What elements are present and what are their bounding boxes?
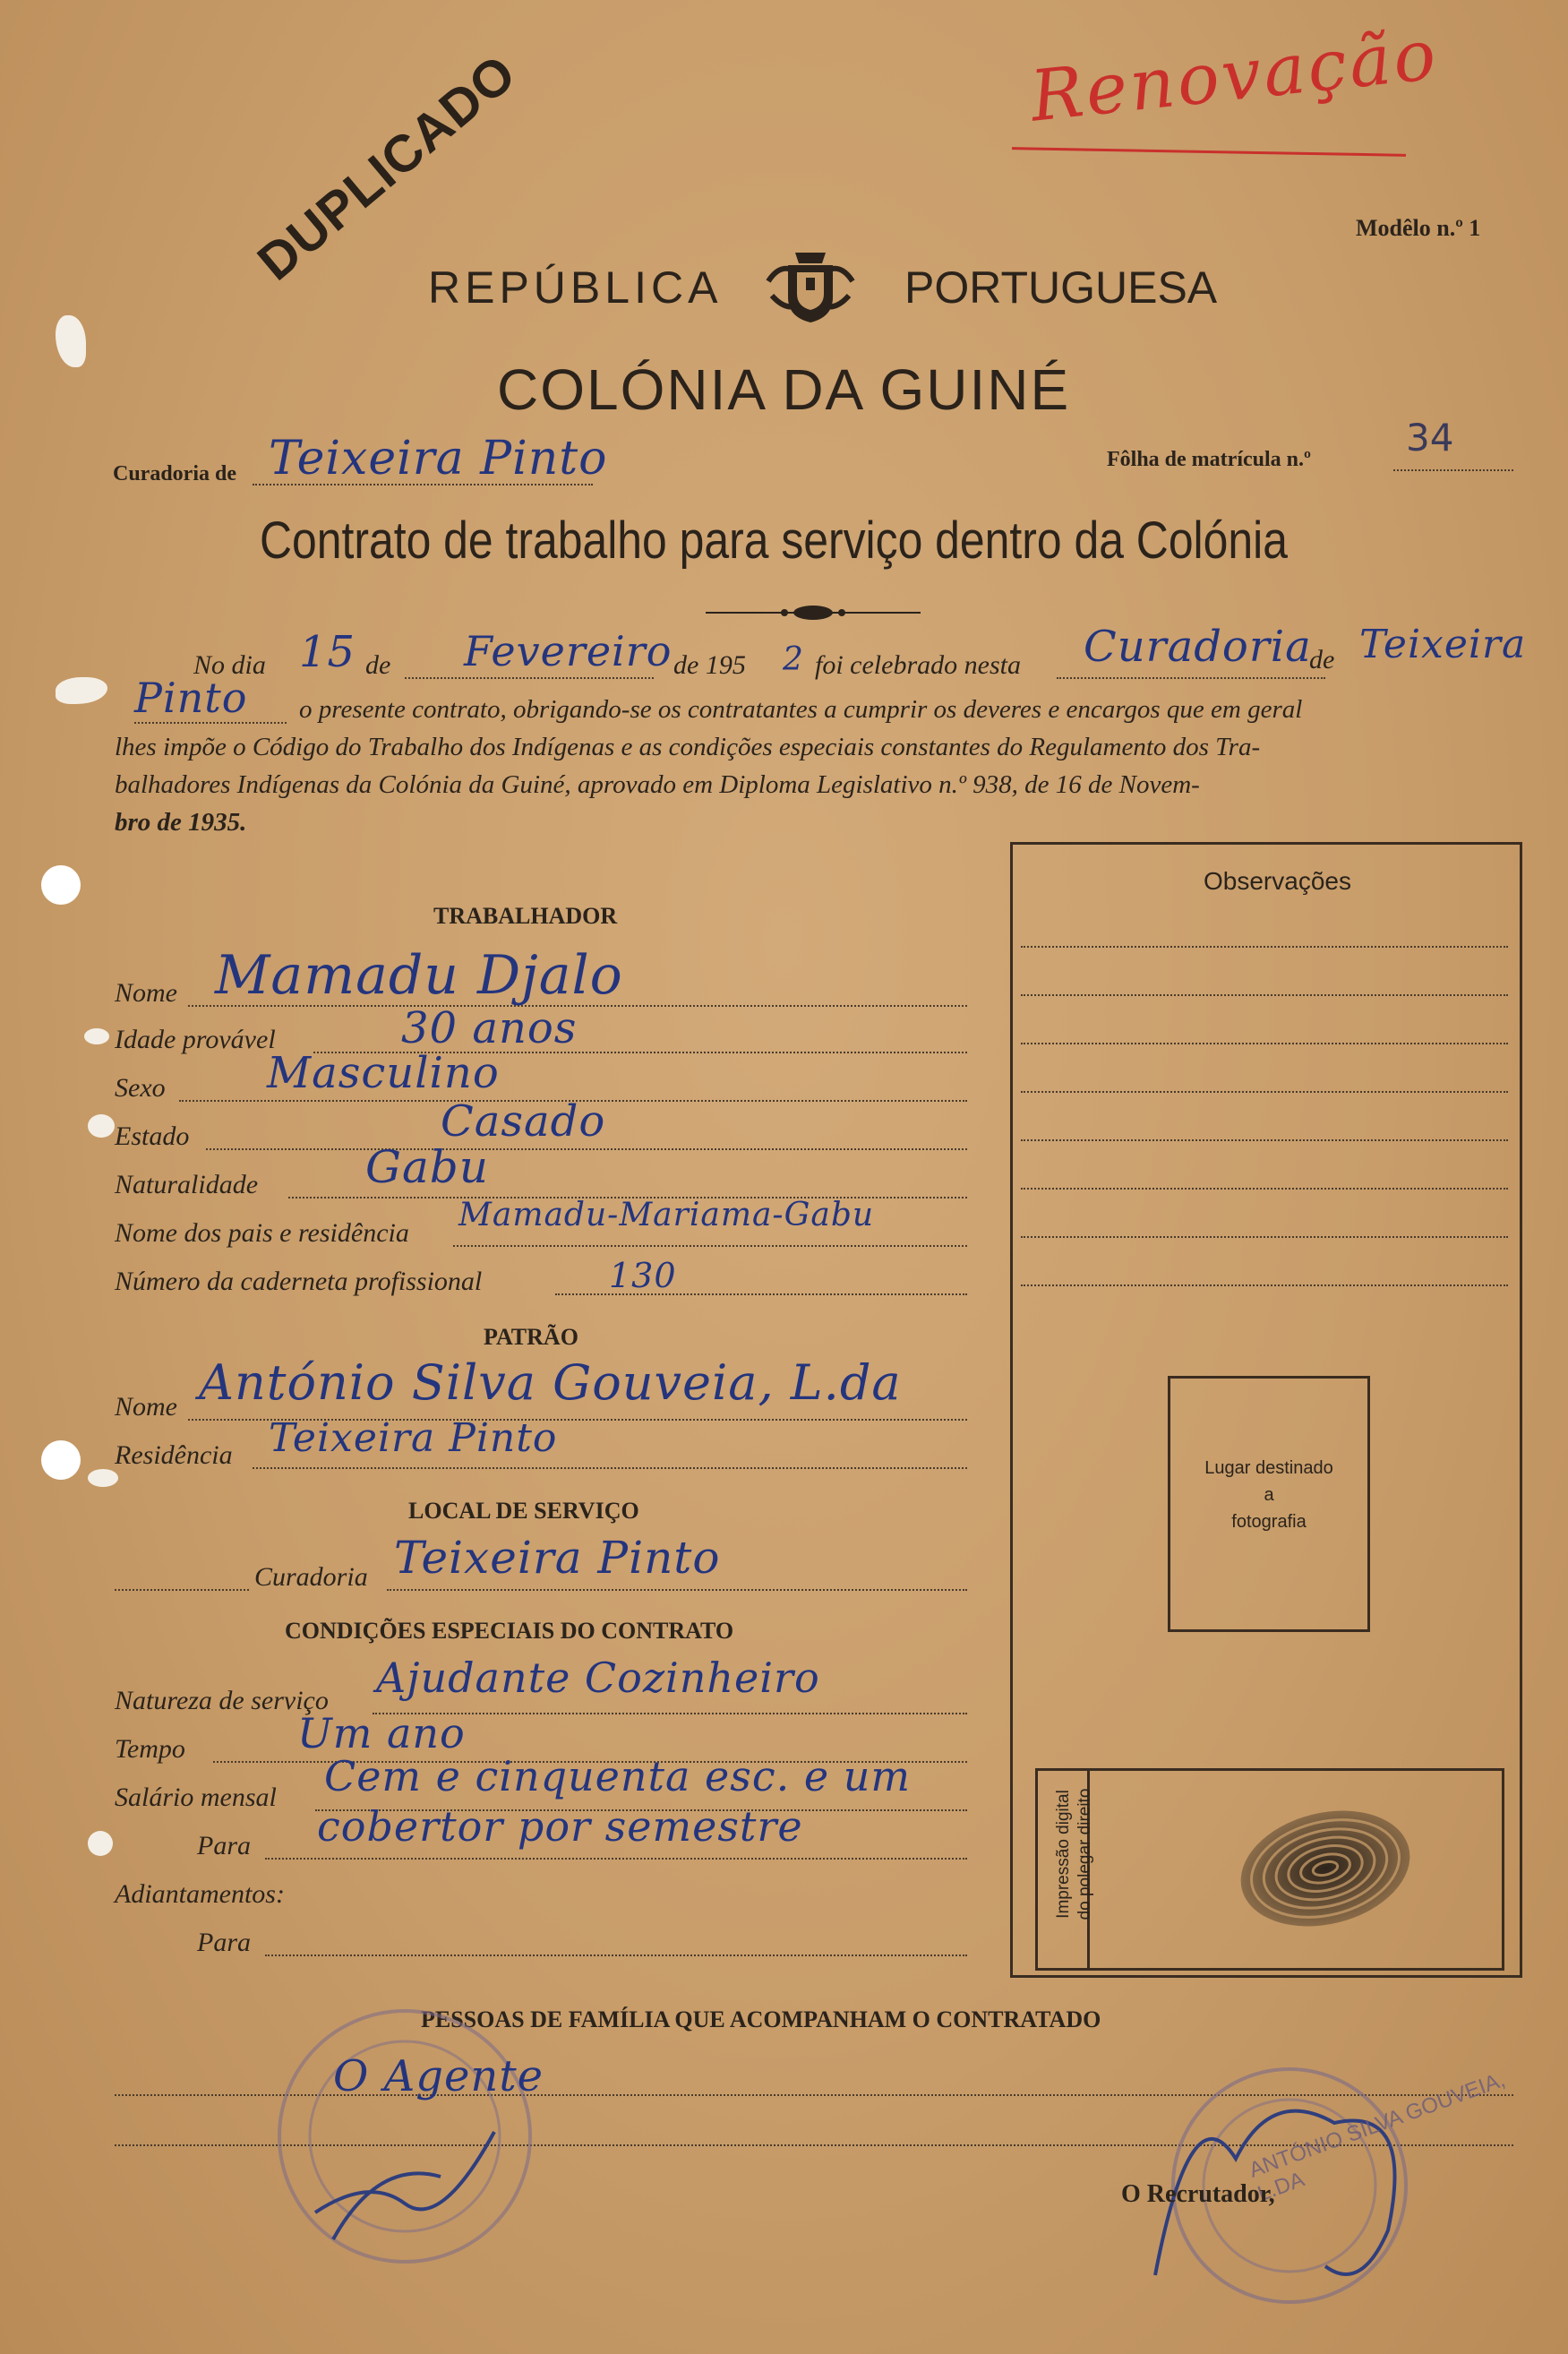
thumb-label-line1: Impressão digital <box>1054 1790 1073 1919</box>
intro-t8: balhadores Indígenas da Colónia da Guiné, aprovado em Diploma Legislativo n.º 938, de 16 de Novem- <box>115 770 1200 799</box>
folha-label: Fôlha de matrícula n.º <box>1107 448 1311 471</box>
idade-value: 30 anos <box>401 1003 578 1053</box>
adiant-label: Adiantamentos: <box>115 1879 285 1909</box>
local-curadoria-line <box>387 1589 967 1591</box>
caderneta-value: 130 <box>609 1256 677 1295</box>
local-pre-line <box>115 1589 249 1591</box>
intro-t6: o presente contrato, obrigando-se os contratantes a cumprir os deveres e encargos que em geral <box>299 695 1303 724</box>
natureza-label: Natureza de serviço <box>115 1686 329 1715</box>
intro-t1: No dia <box>193 650 266 680</box>
recrutador-label: O Recrutador, <box>1121 2180 1275 2208</box>
republic-left: REPÚBLICA <box>428 262 723 313</box>
place-c-line <box>134 722 287 724</box>
para1-label: Para <box>197 1831 251 1860</box>
nome-value: Mamadu Djalo <box>215 944 623 1007</box>
intro-year-digit: 2 <box>783 641 804 678</box>
punch-hole-bottom <box>41 1440 81 1480</box>
estado-label: Estado <box>115 1121 190 1151</box>
obs-line <box>1021 1188 1508 1190</box>
para2-label: Para <box>197 1928 251 1957</box>
thumbprint-label <box>1053 1756 1096 1953</box>
thumbprint-icon <box>1218 1795 1433 1938</box>
month-line <box>405 677 654 679</box>
residencia-label: Residência <box>115 1440 233 1470</box>
pais-label: Nome dos pais e residência <box>115 1218 409 1248</box>
estado-line <box>206 1148 967 1150</box>
photo-text <box>1168 1455 1370 1535</box>
photo-line1: Lugar destinado <box>1204 1458 1333 1478</box>
para1-line <box>265 1858 967 1860</box>
naturalidade-label: Naturalidade <box>115 1170 259 1199</box>
intro-place-c: Pinto <box>134 674 248 722</box>
patrao-nome-label: Nome <box>115 1392 177 1422</box>
paper-tear <box>56 315 86 367</box>
local-curadoria-label: Curadoria <box>254 1562 368 1592</box>
duplicado-stamp <box>246 43 527 293</box>
intro-t5: de <box>1309 645 1335 674</box>
trabalhador-heading: TRABALHADOR <box>433 903 618 929</box>
colony-title: COLÓNIA DA GUINÉ <box>497 357 1071 422</box>
obs-line <box>1021 1284 1508 1286</box>
obs-line <box>1021 1043 1508 1044</box>
model-label: Modêlo n.º 1 <box>1356 215 1481 241</box>
coat-of-arms-icon <box>761 245 860 330</box>
ornament-divider <box>706 600 921 625</box>
punch-hole-top <box>41 865 81 905</box>
intro-t9: bro de 1935. <box>115 808 247 837</box>
local-heading: LOCAL DE SERVIÇO <box>408 1498 639 1524</box>
tempo-label: Tempo <box>115 1734 185 1764</box>
paper-tear <box>88 1114 115 1138</box>
intro-day: 15 <box>299 627 356 677</box>
salario-value: Cem e cinquenta esc. e um <box>324 1752 911 1800</box>
red-underline <box>1012 147 1406 157</box>
curadoria-value: Teixeira Pinto <box>269 432 608 485</box>
patrao-heading: PATRÃO <box>484 1324 578 1350</box>
para1-value: cobertor por semestre <box>317 1802 803 1851</box>
pais-value: Mamadu-Mariama-Gabu <box>458 1197 875 1233</box>
observacoes-title: Observações <box>1204 867 1351 895</box>
residencia-line <box>253 1467 967 1469</box>
local-curadoria-value: Teixeira Pinto <box>394 1532 721 1584</box>
para2-line <box>265 1955 967 1956</box>
intro-place-b: Teixeira <box>1359 622 1527 667</box>
tempo-value: Um ano <box>297 1709 466 1757</box>
naturalidade-value: Gabu <box>365 1141 489 1193</box>
nome-label: Nome <box>115 978 177 1008</box>
obs-line <box>1021 946 1508 948</box>
photo-line2: a <box>1264 1485 1274 1505</box>
salario-label: Salário mensal <box>115 1783 277 1812</box>
idade-label: Idade provável <box>115 1025 276 1054</box>
sexo-value: Masculino <box>267 1048 500 1098</box>
intro-t2: de <box>365 650 391 680</box>
paper-tear <box>84 1028 109 1044</box>
folha-value: 34 <box>1406 416 1454 460</box>
estado-value: Casado <box>441 1096 606 1147</box>
obs-line <box>1021 1091 1508 1093</box>
paper-tear <box>88 1831 113 1856</box>
intro-t4: foi celebrado nesta <box>815 650 1021 680</box>
contract-title: Contrato de trabalho para serviço dentro da Colónia <box>260 511 1288 570</box>
official-stamp-left <box>261 1997 548 2275</box>
residencia-value: Teixeira Pinto <box>269 1415 558 1461</box>
familia-heading: PESSOAS DE FAMÍLIA QUE ACOMPANHAM O CONTRATADO <box>421 2006 1101 2032</box>
patrao-nome-value: António Silva Gouveia, L.da <box>199 1354 902 1411</box>
curadoria-label: Curadoria de <box>113 462 236 485</box>
thumb-label-line2: do polegar direito <box>1075 1788 1094 1920</box>
photo-line3: fotografia <box>1231 1512 1307 1532</box>
intro-place-a: Curadoria <box>1084 622 1312 672</box>
red-note-text: Renovação <box>1026 14 1443 138</box>
folha-line <box>1393 469 1513 471</box>
intro-t3: de 195 <box>673 650 746 680</box>
caderneta-label: Número da caderneta profissional <box>115 1267 483 1296</box>
intro-month: Fevereiro <box>464 627 673 675</box>
duplicado-text: DUPLICADO <box>246 43 527 292</box>
sign-left: O Agente <box>333 2051 544 2101</box>
stamp-right-text: ANTÓNIO SILVA GOUVEIA, L.DA <box>1246 2067 1509 2207</box>
condicoes-heading: CONDIÇÕES ESPECIAIS DO CONTRATO <box>285 1618 734 1644</box>
paper-tear <box>88 1469 118 1487</box>
natureza-value: Ajudante Cozinheiro <box>376 1654 820 1702</box>
pais-line <box>453 1245 967 1247</box>
red-annotation <box>1012 14 1443 170</box>
intro-t7: lhes impõe o Código do Trabalho dos Indígenas e as condições especiais constantes do Regulamento dos Tra- <box>115 733 1261 761</box>
paper-tear <box>56 677 107 704</box>
obs-line <box>1021 1236 1508 1238</box>
place-line <box>1057 677 1325 679</box>
republic-right: PORTUGUESA <box>904 262 1218 313</box>
sexo-label: Sexo <box>115 1073 166 1103</box>
obs-line <box>1021 1139 1508 1141</box>
obs-line <box>1021 994 1508 996</box>
